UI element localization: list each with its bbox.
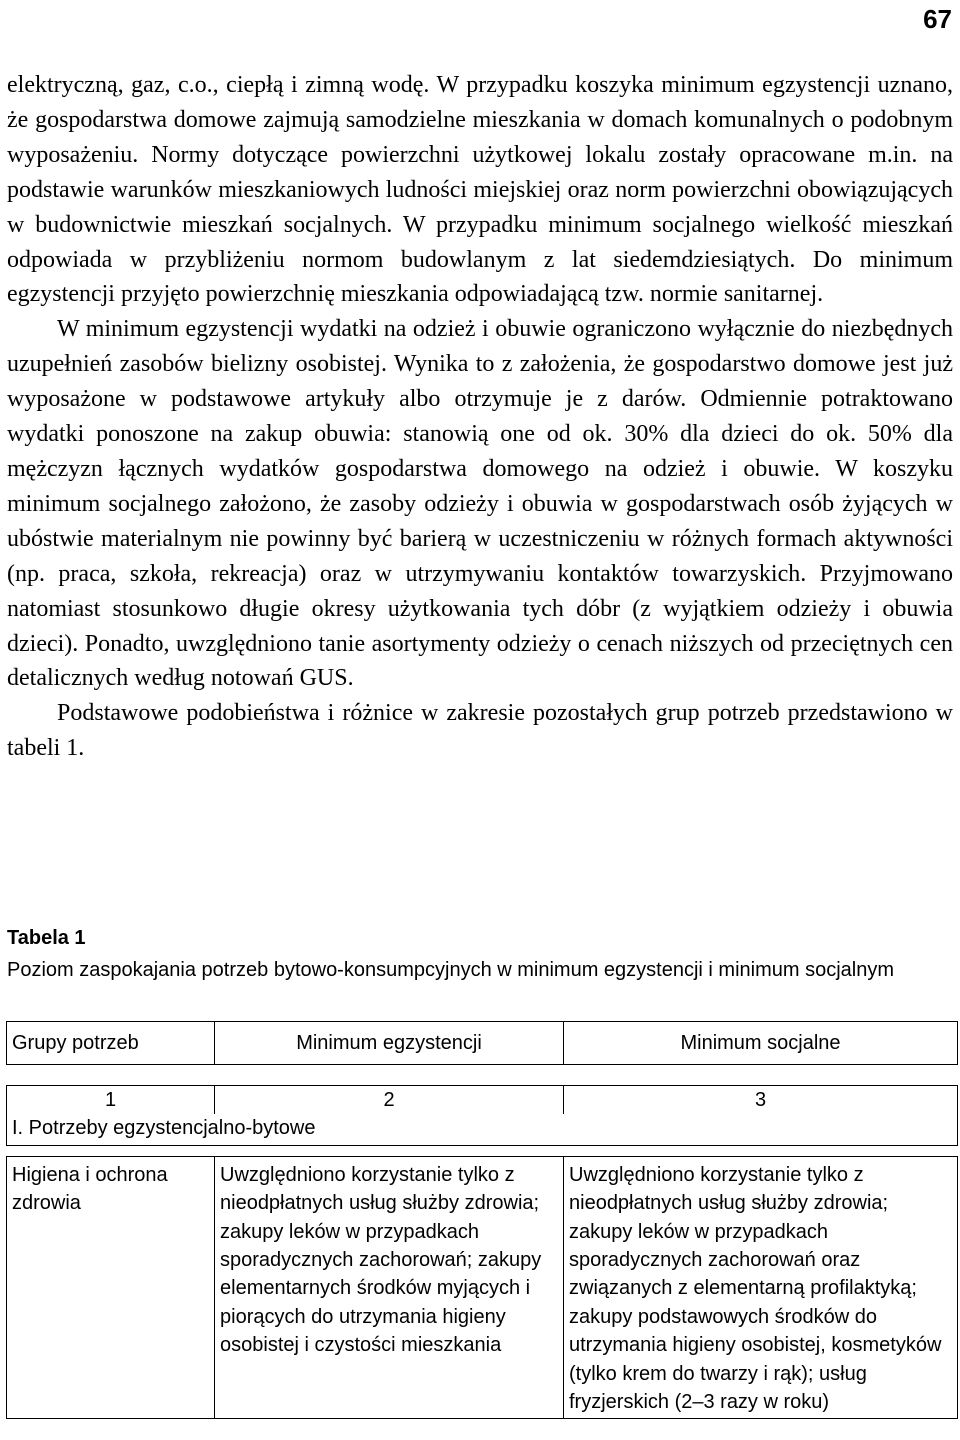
section-title: I. Potrzeby egzystencjalno-bytowe (7, 1114, 958, 1145)
table-row (7, 1156, 958, 1419)
table-header-row (7, 1022, 958, 1065)
column-number: 2 (215, 1086, 564, 1115)
needs-table (6, 1021, 958, 1419)
table-cell: Higiena i ochrona zdrowia (7, 1156, 215, 1419)
table-caption: Poziom zaspokajania potrzeb bytowo-konsumpcyjnych w minimum egzystencji i minimum socjalnym (7, 959, 894, 981)
table-cell: Uwzględniono korzystanie tylko z nieodpłatnych usług służby zdrowia; zakupy leków w przypadkach sporadycznych zachorowań; zakupy elementarnych środków myjących i piorących do utrzymania higieny osobistej i czystości mieszkania (215, 1156, 564, 1419)
header-cell: Minimum socjalne (564, 1022, 958, 1065)
paragraph: Podstawowe podobieństwa i różnice w zakresie pozostałych grup potrzeb przedstawiono w tabeli 1. (7, 700, 953, 762)
table-cell: Uwzględniono korzystanie tylko z nieodpłatnych usług służby zdrowia; zakupy leków w przypadkach sporadycznych zachorowań oraz związanych z elementarną profilaktyką; zakupy podstawowych środków do utrzymania higieny osobistej, kosmetyków (tylko krem do twarzy i rąk); usług fryzjerskich (2–3 razy w roku) (564, 1156, 958, 1419)
table-label: Tabela 1 (7, 927, 86, 949)
page-number: 67 (923, 4, 952, 34)
header-cell: Minimum egzystencji (215, 1022, 564, 1065)
paragraph: W minimum egzystencji wydatki na odzież i obuwie ograniczono wyłącznie do niezbędnych uzupełnień zasobów bielizny osobistej. Wynika to z założenia, że gospodarstwo domowe jest już wyposażone w podstawowe artykuły albo otrzymuje je z darów. Odmiennie potraktowano wydatki ponoszone na zakup obuwia: stanowią one od ok. 30% dla dzieci do ok. 50% dla mężczyzn łącznych wydatków gospodarstwa domowego na odzież i obuwie. W koszyku minimum socjalnego założono, że zasoby odzieży i obuwia w gospodarstwach osób żyjących w ubóstwie materialnym nie powinny być barierą w uczestniczeniu w różnych formach aktywności (np. praca, szkoła, rekreacja) oraz w utrzymywaniu kontaktów towarzyskich. Przyjmowano natomiast stosunkowo długie okresy użytkowania tych dóbr (z wyjątkiem odzieży i obuwia dzieci). Ponadto, uwzględniono tanie asortymenty odzieży o cenach niższych od przeciętnych cen detalicznych według notowań GUS. (7, 316, 953, 692)
body-text (7, 68, 953, 766)
paragraph: elektryczną, gaz, c.o., ciepłą i zimną wodę. W przypadku koszyka minimum egzystencji uznano, że gospodarstwa domowe zajmują samodzielne mieszkania w domach komunalnych o podobnym wyposażeniu. Normy dotyczące powierzchni użytkowej lokalu zostały opracowane m.in. na podstawie warunków mieszkaniowych ludności miejskiej oraz norm powierzchni obowiązujących w budownictwie mieszkań socjalnych. W przypadku minimum socjalnego wielkość mieszkań odpowiada w przybliżeniu normom budowlanym z lat siedemdziesiątych. Do minimum egzystencji przyjęto powierzchnię mieszkania odpowiadającą tzw. normie sanitarnej. (7, 72, 953, 308)
header-cell: Grupy potrzeb (7, 1022, 215, 1065)
section-row (7, 1114, 958, 1145)
column-number: 3 (564, 1086, 958, 1115)
column-number: 1 (7, 1086, 215, 1115)
column-number-row (7, 1086, 958, 1115)
